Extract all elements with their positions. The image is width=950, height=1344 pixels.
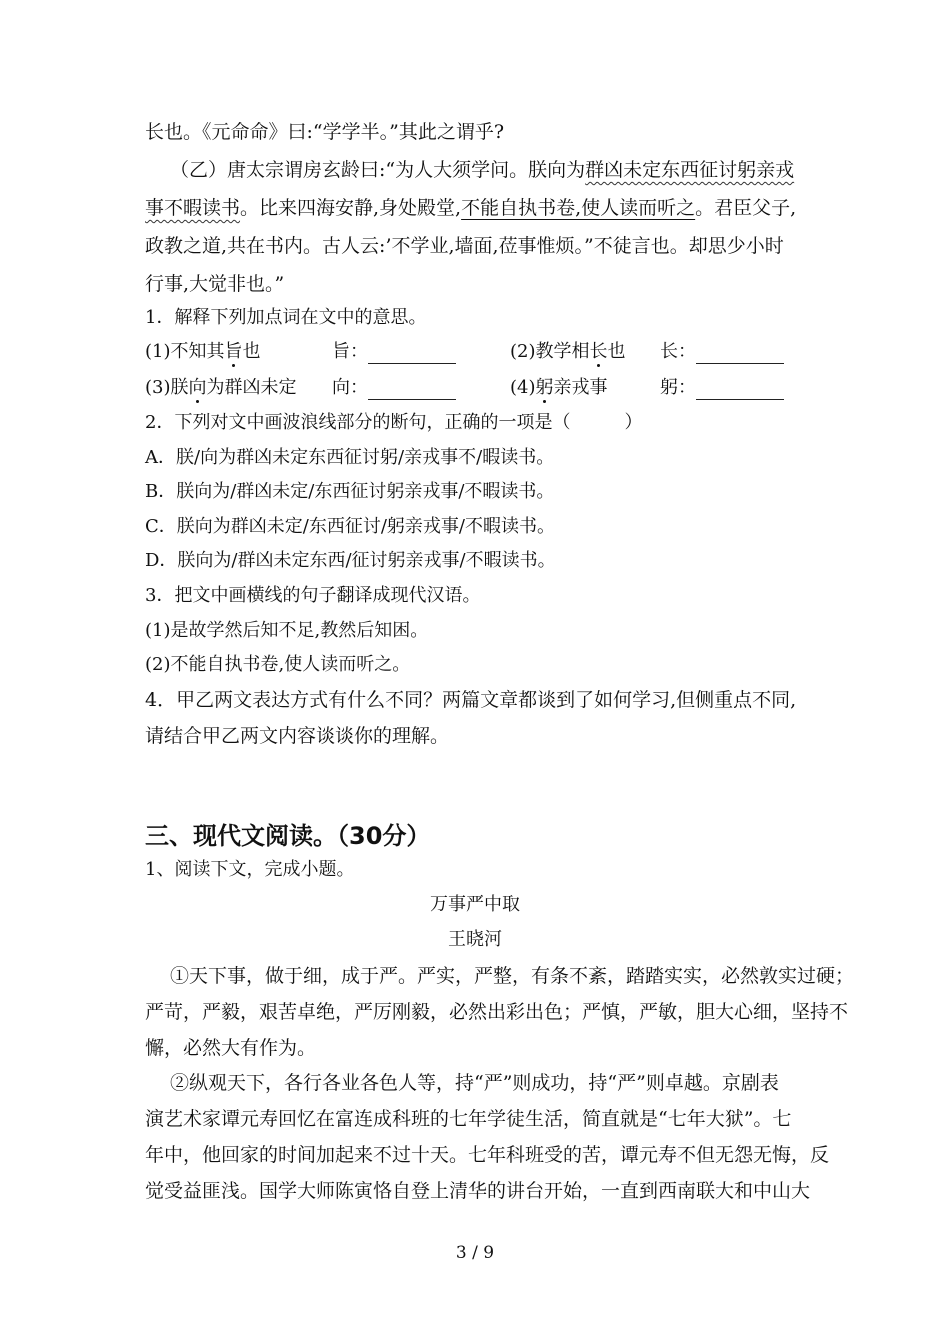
passage-b-line-1	[170, 158, 794, 182]
dotted-character: 旨	[224, 341, 243, 362]
q1-item-2	[510, 340, 626, 364]
answer-label: 旨：	[332, 341, 368, 362]
q1-answer-3	[332, 376, 456, 400]
q1-item-4	[510, 376, 608, 400]
question-1-stem: 1．解释下列加点词在文中的意思。	[145, 307, 427, 328]
article-paragraph-line: 觉受益匪浅。国学大师陈寅恪自登上清华的讲台开始，一直到西南联大和中山大	[145, 1180, 811, 1202]
item-text: (1)不知其	[145, 341, 225, 362]
answer-blank[interactable]	[696, 346, 784, 364]
q2-option-a[interactable]: A．朕/向为群凶未定东西征讨躬/亲戎事不/暇读书。	[145, 447, 555, 468]
passage-b-line-3: 政教之道,共在书内。古人云:’不学业,墙面,莅事惟烦。”不徒言也。却思少小时	[145, 235, 784, 257]
section-3-heading: 三、现代文阅读。（30分）	[145, 822, 431, 850]
article-paragraph-line: 演艺术家谭元寿回忆在富连成科班的七年学徒生活，简直就是“七年大狱”。七	[145, 1108, 792, 1130]
answer-label: 向：	[332, 377, 368, 398]
answer-blank[interactable]	[368, 346, 456, 364]
underlined-sentence: 不能自执书卷,使人读而听之	[461, 197, 696, 219]
passage-b-text: （乙）唐太宗谓房玄龄曰:“为人大须学问。朕向为	[170, 159, 586, 181]
q2-option-c[interactable]: C．朕向为群凶未定/东西征讨/躬亲戎事/不暇读书。	[145, 516, 555, 537]
item-text: (3)朕	[145, 377, 189, 398]
q1-answer-1	[332, 340, 456, 364]
answer-blank[interactable]	[696, 382, 784, 400]
article-paragraph-line: ②纵观天下，各行各业各色人等，持“严”则成功，持“严”则卓越。京剧表	[170, 1072, 779, 1094]
article-title: 万事严中取	[430, 894, 520, 915]
passage-b-text: 。比来四海安静,身处殿堂,	[240, 197, 462, 219]
q1-answer-2	[660, 340, 784, 364]
answer-label: 躬：	[660, 377, 696, 398]
question-4-line-2: 请结合甲乙两文内容谈谈你的理解。	[145, 725, 450, 747]
passage-a-end: 长也。《元命命》曰:“学学半。”其此之谓乎?	[145, 121, 505, 143]
passage-b-text: 。君臣父子,	[695, 197, 797, 219]
wavy-underlined-text: 事不暇读书	[145, 197, 241, 219]
passage-b-line-2	[145, 196, 796, 220]
q3-item-2: (2)不能自执书卷,使人读而听之。	[145, 654, 411, 675]
question-4-line-1: 4．甲乙两文表达方式有什么不同？两篇文章都谈到了如何学习,但侧重点不同,	[145, 689, 797, 711]
article-author: 王晓河	[448, 929, 502, 950]
article-paragraph-line: 严苛，严毅，艰苦卓绝，严厉刚毅，必然出彩出色；严慎，严敏，胆大心细，坚持不	[145, 1001, 849, 1023]
q1-item-1	[145, 340, 261, 364]
dotted-character: 向	[188, 377, 207, 398]
q3-item-1: (1)是故学然后知不足,教然后知困。	[145, 620, 429, 641]
item-text: (4)	[510, 377, 536, 398]
question-2-stem: 2．下列对文中画波浪线部分的断句，正确的一项是（ ）	[145, 412, 643, 433]
article-paragraph-line: ①天下事，做于细，成于严。严实，严整，有条不紊，踏踏实实，必然敦实过硬；	[170, 965, 855, 987]
item-text: 也	[242, 341, 261, 362]
q2-option-d[interactable]: D．朕向为/群凶未定东西/征讨躬亲戎事/不暇读书。	[145, 550, 556, 571]
article-paragraph-line: 年中，他回家的时间加起来不过十天。七年科班受的苦，谭元寿不但无怨无悔，反	[145, 1144, 830, 1166]
answer-label: 长：	[660, 341, 696, 362]
section-3-intro: 1、阅读下文，完成小题。	[145, 859, 355, 880]
page-number: 3 / 9	[455, 1243, 495, 1263]
wavy-underlined-text: 群凶未定东西征讨躬亲戎	[585, 159, 795, 181]
answer-blank[interactable]	[368, 382, 456, 400]
question-3-stem: 3．把文中画横线的句子翻译成现代汉语。	[145, 585, 481, 606]
item-text: (2)教学相	[510, 341, 590, 362]
item-text: 为群凶未定	[206, 377, 297, 398]
passage-b-line-4: 行事,大觉非也。”	[145, 273, 285, 295]
item-text: 亲戎事	[553, 377, 608, 398]
item-text: 也	[607, 341, 626, 362]
article-paragraph-line: 懈，必然大有作为。	[145, 1037, 317, 1059]
dotted-character: 长	[589, 341, 608, 362]
q1-item-3	[145, 376, 297, 400]
dotted-character: 躬	[535, 377, 554, 398]
q1-answer-4	[660, 376, 784, 400]
q2-option-b[interactable]: B．朕向为/群凶未定/东西征讨躬亲戎事/不暇读书。	[145, 481, 555, 502]
